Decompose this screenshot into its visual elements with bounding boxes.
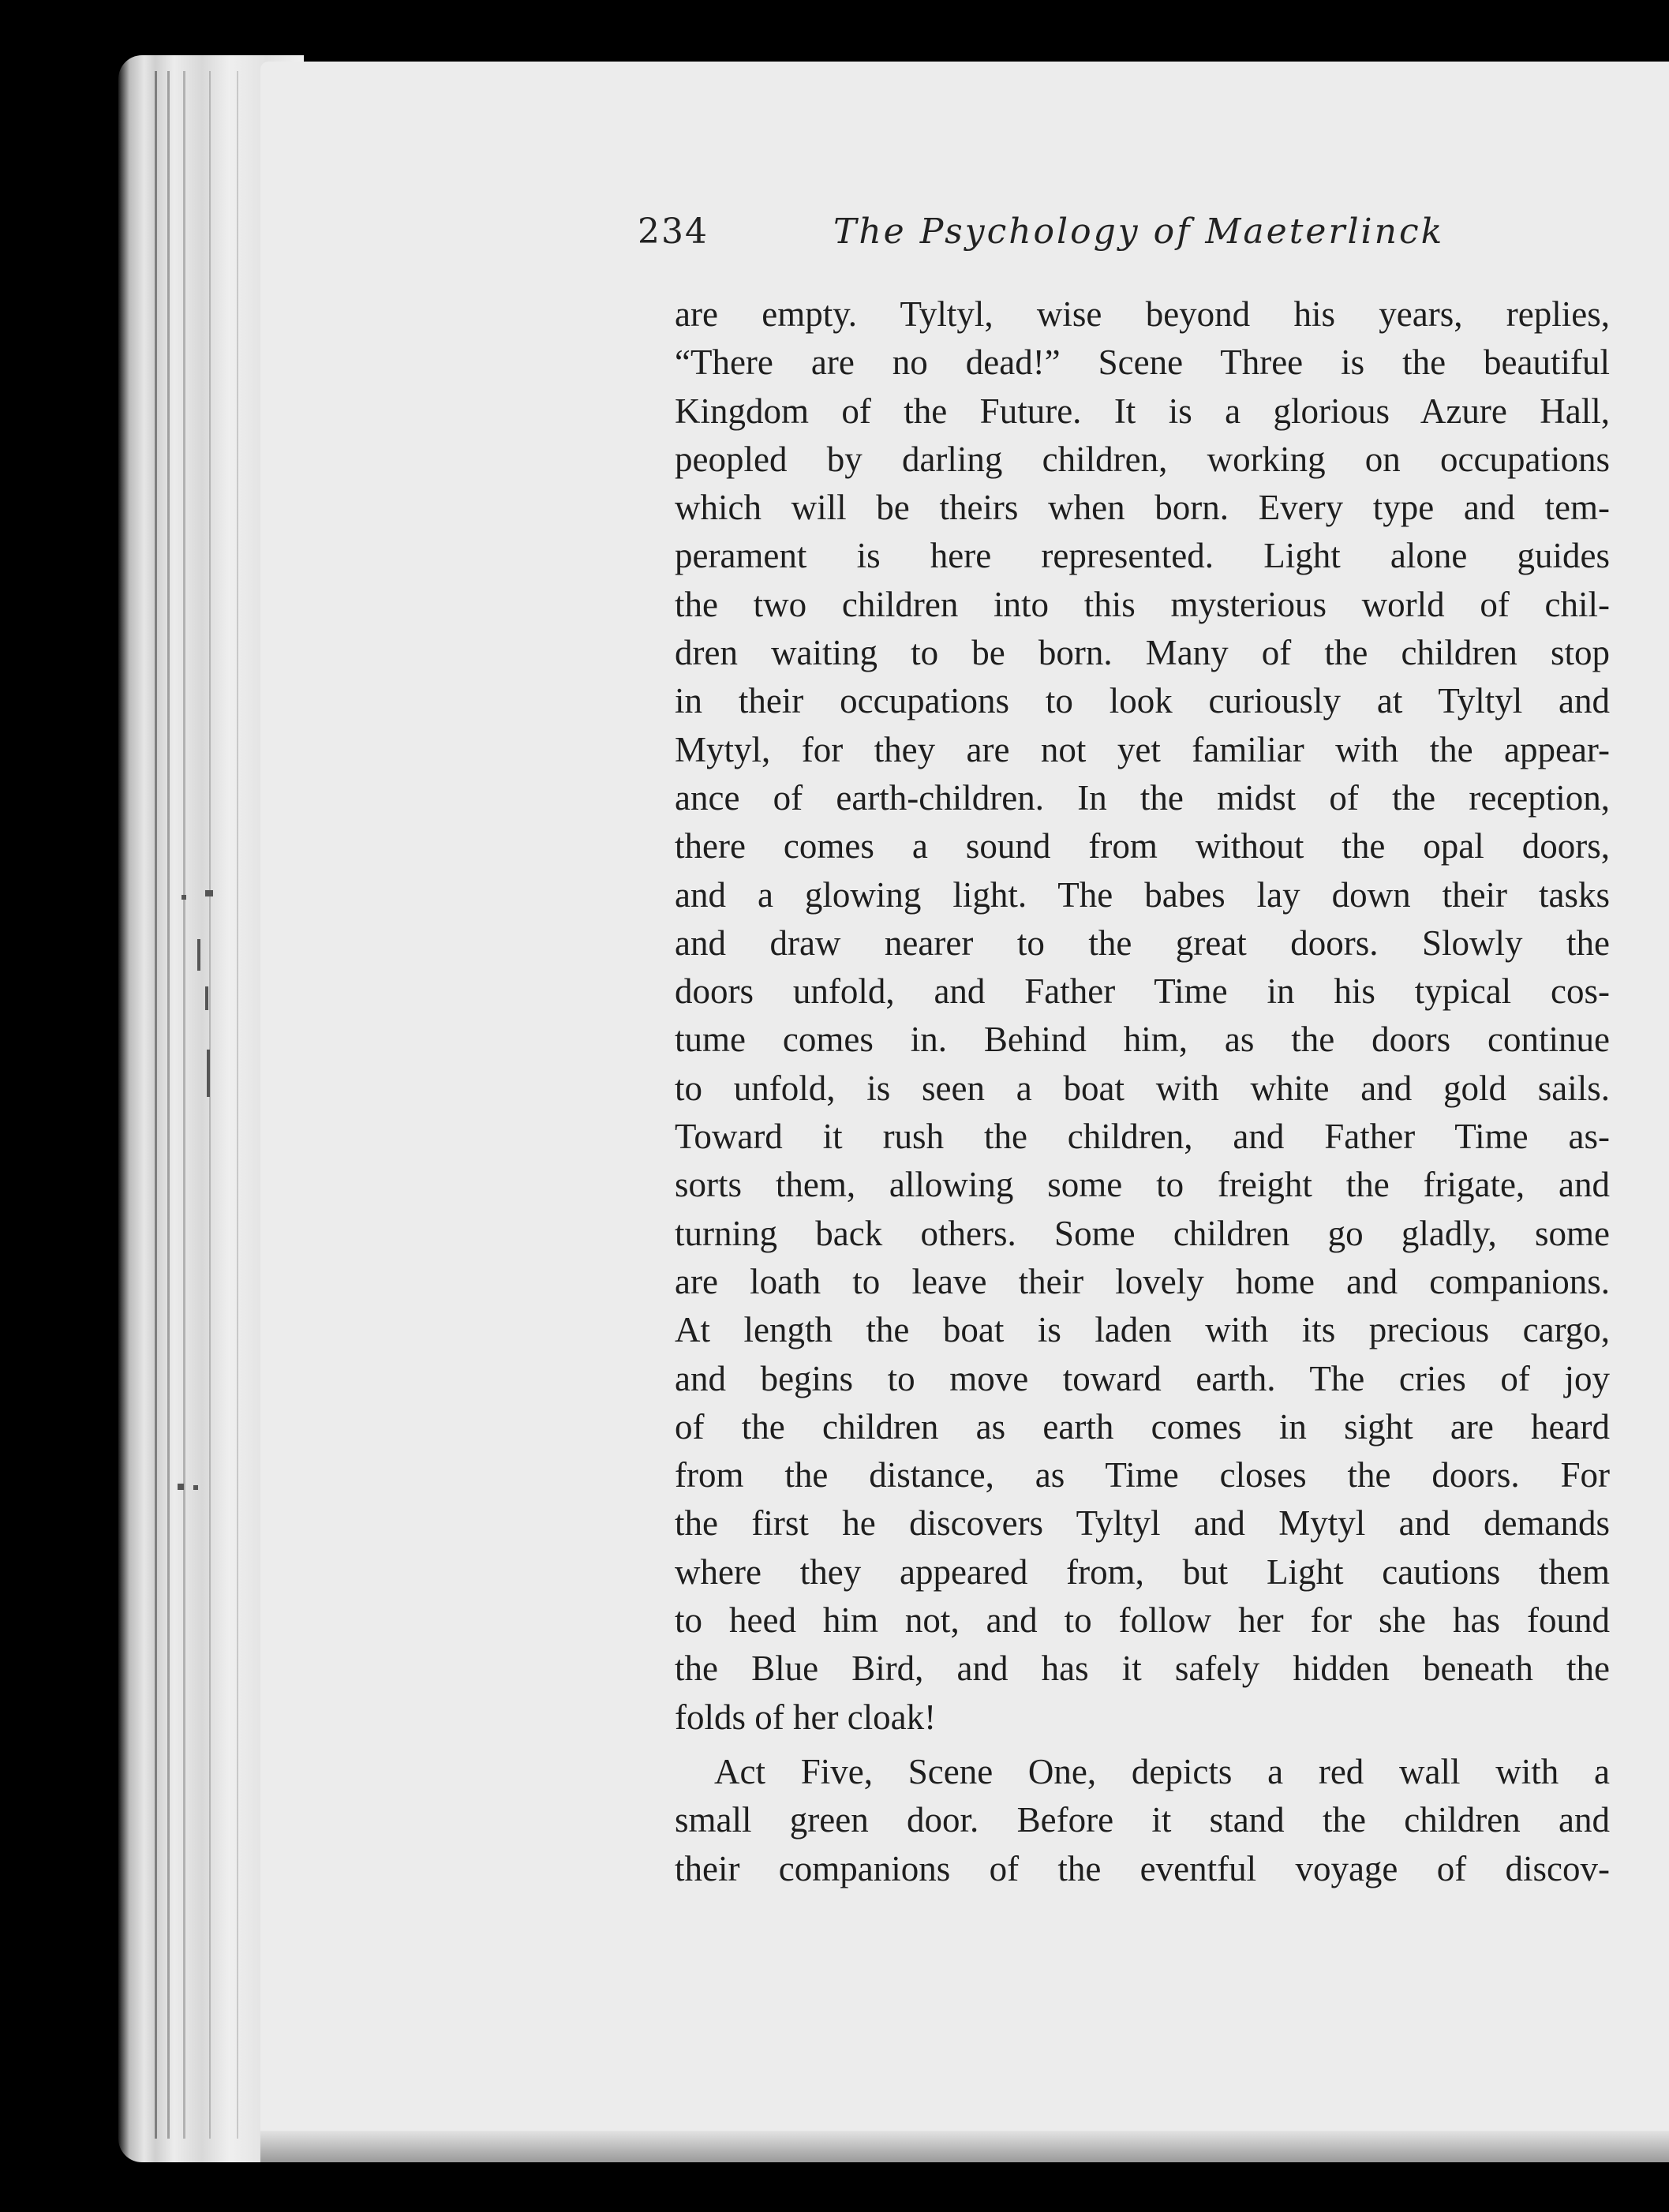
text-line: the first he discovers Tyltyl and Mytyl and demands — [675, 1503, 1610, 1544]
text-line: At length the boat is laden with its precious cargo, — [675, 1310, 1610, 1350]
text-line: Act Five, Scene One, depicts a red wall with a — [714, 1751, 1610, 1791]
text-line: there comes a sound from without the opal doors, — [675, 826, 1610, 866]
text-line: to heed him not, and to follow her for she has found — [675, 1600, 1610, 1641]
text-line: Toward it rush the children, and Father Time as- — [675, 1117, 1610, 1157]
text-line: the Blue Bird, and has it safely hidden beneath the — [675, 1649, 1610, 1689]
text-line: which will be theirs when born. Every type and tem- — [675, 488, 1610, 528]
running-head — [638, 211, 1608, 259]
book-title: The Psychology of Maeterlinck — [833, 211, 1445, 252]
ink-mark — [197, 939, 200, 971]
text-line: in their occupations to look curiously at Tyltyl and — [675, 681, 1610, 721]
text-line: and begins to move toward earth. The cries of joy — [675, 1358, 1610, 1398]
text-line: doors unfold, and Father Time in his typical cos- — [675, 971, 1610, 1012]
text-line: ance of earth-children. In the midst of the reception, — [675, 777, 1610, 818]
paragraph — [675, 1748, 1610, 1893]
ink-mark — [181, 895, 186, 900]
text-line: their companions of the eventful voyage of discov- — [675, 1848, 1610, 1888]
ink-mark — [205, 890, 213, 896]
text-line: Kingdom of the Future. It is a glorious Azure Hall, — [675, 391, 1610, 431]
text-line: of the children as earth comes in sight are heard — [675, 1406, 1610, 1447]
text-line: to unfold, is seen a boat with white and gold sails. — [675, 1068, 1610, 1108]
text-line: Mytyl, for they are not yet familiar with the appear- — [675, 729, 1610, 769]
text-line: sorts them, allowing some to freight the frigate, and — [675, 1165, 1610, 1205]
paragraph — [675, 290, 1610, 1742]
text-line: tume comes in. Behind him, as the doors continue — [675, 1020, 1610, 1060]
text-line: are empty. Tyltyl, wise beyond his years, replies, — [675, 294, 1610, 334]
page-bottom-shadow — [260, 2131, 1669, 2162]
text-line: turning back others. Some children go gladly, some — [675, 1213, 1610, 1253]
text-line: small green door. Before it stand the children and — [675, 1800, 1610, 1840]
ink-mark — [178, 1484, 184, 1490]
text-line: peopled by darling children, working on occupations — [675, 439, 1610, 479]
text-line: and draw nearer to the great doors. Slowly the — [675, 923, 1610, 963]
text-line: are loath to leave their lovely home and companions. — [675, 1261, 1610, 1301]
ink-mark — [205, 986, 208, 1010]
text-line: where they appeared from, but Light cautions them — [675, 1551, 1610, 1592]
ink-mark — [193, 1485, 198, 1490]
text-line: from the distance, as Time closes the doors. For — [675, 1455, 1610, 1495]
text-line: and a glowing light. The babes lay down their tasks — [675, 874, 1610, 915]
text-line: perament is here represented. Light alone guides — [675, 536, 1610, 576]
page-number: 234 — [638, 211, 709, 252]
text-line: “There are no dead!” Scene Three is the beautiful — [675, 342, 1610, 383]
text-line: the two children into this mysterious world of chil- — [675, 584, 1610, 624]
text-line: folds of her cloak! — [675, 1697, 937, 1737]
page-edge-line — [155, 71, 157, 2139]
body-text — [675, 290, 1610, 1893]
ink-mark — [207, 1050, 210, 1097]
text-line: dren waiting to be born. Many of the children stop — [675, 633, 1610, 673]
